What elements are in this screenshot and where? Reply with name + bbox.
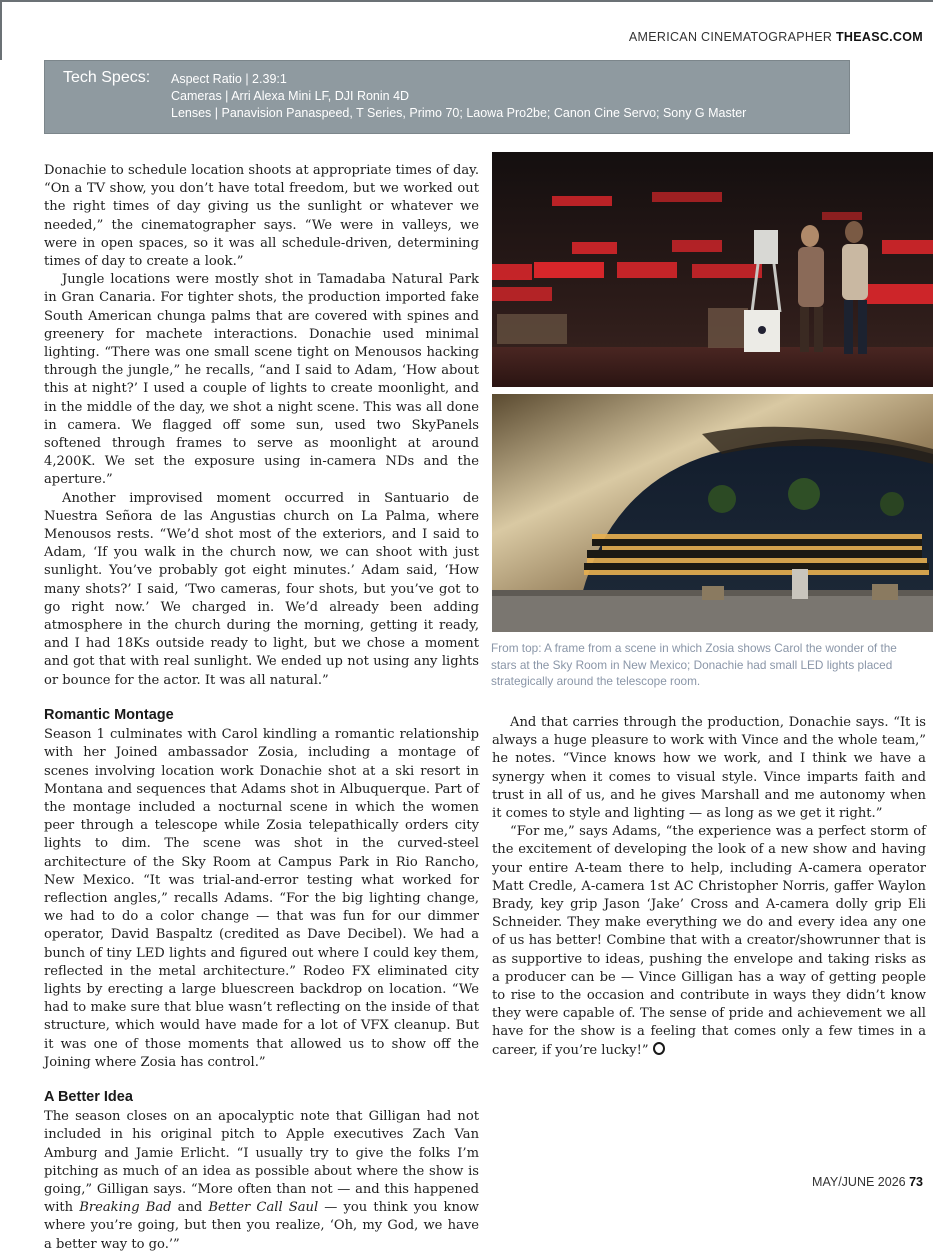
text-run: “For me,” says Adams, “the experience was a perfect storm of the excitement of developing the look of a new show and having your entire A-team there to help, including A-camera operator Matt Credle, A-camera 1st AC Christopher Norris, gaffer Waylon Brady, key grip Jason ‘Jake’ Cross and A-camera dolly grip Eli Schneider. They make everything we do and every idea any one of us has better! Combine that with a creator/showrunner that is as supportive to ideas, pushing the envelope and taking risks as a producer can be — Vince Gilligan has a way of getting people to rise to the occasion and contribute in ways they didn’t know they were capable of. The sense of pride and achievement we all have for the show is a feeling that comes only a few times in a career, if you’re lucky!” — [492, 824, 926, 1058]
photo-telescope-sky-room — [492, 152, 933, 387]
issue-date: MAY/JUNE 2026 — [812, 1175, 906, 1189]
article-column-left — [44, 162, 479, 1254]
spec-aspect-ratio: Aspect Ratio | 2.39:1 — [171, 72, 287, 86]
show-title: Better Call Saul — [208, 1200, 319, 1216]
site-name: THEASC.COM — [835, 30, 923, 44]
photo-render-top — [492, 152, 933, 387]
text-run: — you think you know where you’re going, but then you realize, ‘Oh, my God, we have a better way to go.’” — [44, 1200, 479, 1252]
article-column-right — [492, 714, 926, 1060]
top-rule — [0, 0, 933, 2]
page-number: 73 — [909, 1175, 923, 1189]
text-run: The season closes on an apocalyptic note that Gilligan had not included in his original pitch to Apple executives Zach Van Amburg and Jamie Erlicht. “I usually try to give the folks I’m pitching as much of an idea as possible about where the show is going,” Gilligan says. “More often than not — and this happened with — [44, 1109, 479, 1216]
paragraph: Jungle locations were mostly shot in Tamadaba Natural Park in Gran Canaria. For tighter shots, the production imported fake South American chunga palms that are covered with spines and greenery for machete interactions. Donachie used minimal lighting. “There was one small scene tight on Menousos hacking through the jungle,” he recalls, “and I said to Adam, ‘How about this at night?’ I used a couple of lights to create moonlight, and in the middle of the day, we shot a night scene. This was all done in camera. We flagged off some sun, used two SkyPanels softened through frames to serve as moonlight at around 4,200K. We set the exposure using in-camera NDs and the aperture.” — [44, 272, 479, 488]
photo-caption: From top: A frame from a scene in which Zosia shows Carol the wonder of the stars at the Sky Room in New Mexico; Donachie had small LED lights placed strategically around the telescope room. — [491, 641, 897, 688]
spec-cameras: Cameras | Arri Alexa Mini LF, DJI Ronin 4D — [171, 89, 410, 103]
magazine-name: AMERICAN CINEMATOGRAPHER — [628, 30, 833, 44]
paragraph — [44, 1108, 479, 1254]
corner-rule — [0, 0, 2, 60]
paragraph: And that carries through the production, Donachie says. “It is always a huge pleasure to work with Vince and the whole team,” he notes. “Vince knows how we work, and I think we have a synergy when it comes to visual style. Vince imparts faith and trust in all of us, and he gives Marshall and me autonomy when it comes to style and lighting — as long as we get it right.” — [492, 715, 926, 822]
subhead-romantic-montage: Romantic Montage — [44, 706, 174, 723]
photo-sky-room-architecture — [492, 394, 933, 632]
running-header — [629, 30, 923, 44]
paragraph: Another improvised moment occurred in Santuario de Nuestra Señora de las Angustias church on La Palma, where Menousos rests. “We’d shot most of the exteriors, and I said to Adam, ‘If you walk in the church now, we can shoot with just sunlight. You’ve probably got eight minutes.’ Adam said, ‘How many shots?’ I said, ‘Two cameras, four shots, but you’ve got to go right now.’ We charged in. We’d already been adding atmosphere in the church during the morning, getting it ready, and I had 18Ks outside ready to light, but we chose a moment and got that with real sunlight. We ended up not using any lights or bounce for the actor. It was all natural.” — [44, 490, 479, 688]
tech-specs-list — [171, 71, 746, 122]
text-run: and — [171, 1200, 209, 1216]
paragraph: Donachie to schedule location shoots at appropriate times of day. “On a TV show, you don’t have total freedom, but we worked out the right times of day giving us the sunlight or whatever we needed,” the cinematographer says. “We were in valleys, we were in open spaces, so it was all schedule-driven, determining times of day to create a look.” — [44, 163, 479, 270]
folio — [812, 1175, 923, 1189]
spec-lenses: Lenses | Panavision Panaspeed, T Series, Primo 70; Laowa Pro2be; Canon Cine Servo; Sony G Master — [171, 106, 747, 120]
paragraph — [492, 823, 926, 1060]
end-mark-icon — [653, 1042, 665, 1055]
photo-render-bottom — [492, 394, 933, 632]
subhead-a-better-idea: A Better Idea — [44, 1088, 133, 1105]
paragraph: Season 1 culminates with Carol kindling a romantic relationship with her Joined ambassador Zosia, including a montage of scenes involving location work Donachie shot at a ski resort in Montana and sequences that Adams shot in Albuquerque. Part of the montage included a nocturnal scene in which the women peer through a telescope while Zosia telepathically orders city lights to dim. The scene was shot in the curved-steel architecture of the Sky Room at Campus Park in Rio Rancho, New Mexico. “It was trial-and-error testing what worked for reflection angles,” recalls Adams. “For the big lighting change, we had to do a color change — that was fun for our dimmer operator, David Baspaltz (credited as Dave Decibel). We had a bunch of tiny LED lights and figured out where I could key them, reflected in the metal architecture.” Rodeo FX eliminated city lights by erecting a large bluescreen backdrop on location. “We had to make sure that blue wasn’t reflecting on the inside of that structure, which would have made for a lot of VFX cleanup. But it was one of those moments that allowed us to show off the Joining where Zosia has control.” — [44, 727, 479, 1070]
show-title: Breaking Bad — [79, 1200, 172, 1216]
tech-specs-box — [44, 60, 850, 134]
tech-specs-title: Tech Specs: — [63, 69, 151, 86]
